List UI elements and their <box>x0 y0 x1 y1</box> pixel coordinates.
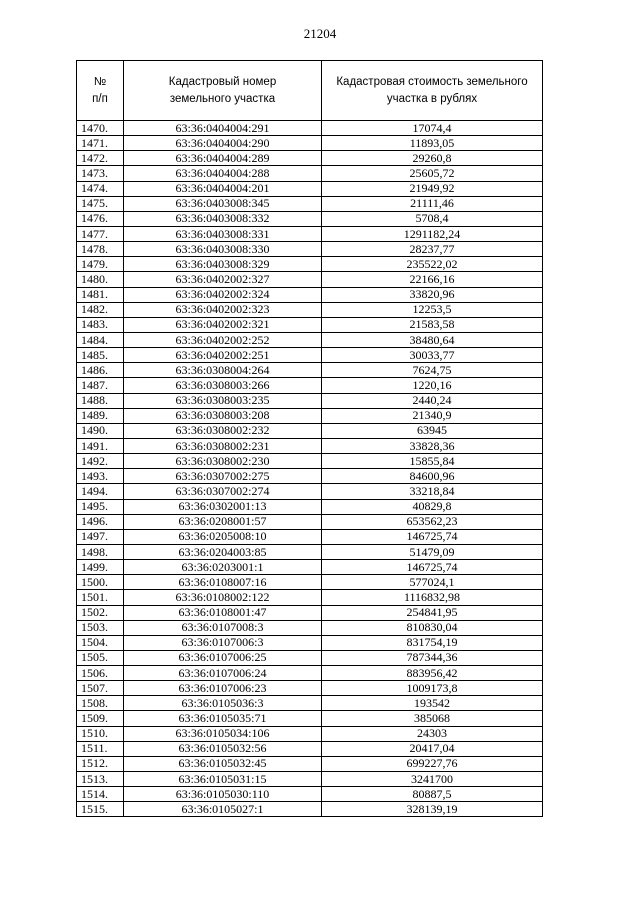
cadastral-value-cell: 33828,36 <box>322 438 543 453</box>
cadastral-value-cell: 40829,8 <box>322 499 543 514</box>
table-row <box>77 136 543 151</box>
cadastral-number-cell: 63:36:0308003:266 <box>124 378 322 393</box>
table-row <box>77 302 543 317</box>
row-number-cell: 1512. <box>77 756 124 771</box>
table-row <box>77 317 543 332</box>
row-number-cell: 1514. <box>77 787 124 802</box>
table-row <box>77 469 543 484</box>
cadastral-number-cell: 63:36:0105036:3 <box>124 696 322 711</box>
row-number-cell: 1507. <box>77 681 124 696</box>
table-row <box>77 635 543 650</box>
cadastral-value-cell: 883956,42 <box>322 666 543 681</box>
cadastral-value-cell: 22166,16 <box>322 272 543 287</box>
cadastral-number-cell: 63:36:0403008:330 <box>124 242 322 257</box>
table-row <box>77 650 543 665</box>
table-row <box>77 726 543 741</box>
cadastral-value-cell: 328139,19 <box>322 802 543 817</box>
row-number-cell: 1471. <box>77 136 124 151</box>
row-number-cell: 1478. <box>77 242 124 257</box>
row-number-cell: 1487. <box>77 378 124 393</box>
table-row <box>77 226 543 241</box>
cadastral-number-cell: 63:36:0404004:291 <box>124 121 322 136</box>
row-number-cell: 1486. <box>77 363 124 378</box>
cadastral-number-cell: 63:36:0105031:15 <box>124 772 322 787</box>
table-row <box>77 499 543 514</box>
cadastral-number-cell: 63:36:0403008:331 <box>124 226 322 241</box>
table-row <box>77 211 543 226</box>
cadastral-number-cell: 63:36:0105035:71 <box>124 711 322 726</box>
cadastral-number-cell: 63:36:0107006:24 <box>124 666 322 681</box>
cadastral-value-cell: 235522,02 <box>322 257 543 272</box>
cadastral-value-cell: 25605,72 <box>322 166 543 181</box>
cadastral-number-cell: 63:36:0302001:13 <box>124 499 322 514</box>
cadastral-value-cell: 1009173,8 <box>322 681 543 696</box>
table-row <box>77 741 543 756</box>
table-row <box>77 454 543 469</box>
row-number-cell: 1479. <box>77 257 124 272</box>
cadastral-value-cell: 5708,4 <box>322 211 543 226</box>
cadastral-value-cell: 17074,4 <box>322 121 543 136</box>
cadastral-value-cell: 21949,92 <box>322 181 543 196</box>
cadastral-number-cell: 63:36:0403008:345 <box>124 196 322 211</box>
table-row <box>77 166 543 181</box>
cadastral-value-cell: 810830,04 <box>322 620 543 635</box>
cadastral-value-cell: 12253,5 <box>322 302 543 317</box>
table-row <box>77 560 543 575</box>
cadastral-number-cell: 63:36:0308003:235 <box>124 393 322 408</box>
cadastral-number-cell: 63:36:0108001:47 <box>124 605 322 620</box>
table-row <box>77 121 543 136</box>
table-row <box>77 575 543 590</box>
cadastral-value-cell: 831754,19 <box>322 635 543 650</box>
row-number-cell: 1502. <box>77 605 124 620</box>
cadastral-value-cell: 84600,96 <box>322 469 543 484</box>
cadastral-number-cell: 63:36:0404004:290 <box>124 136 322 151</box>
row-number-cell: 1475. <box>77 196 124 211</box>
cadastral-value-cell: 385068 <box>322 711 543 726</box>
cadastral-value-cell: 7624,75 <box>322 363 543 378</box>
cadastral-value-cell: 577024,1 <box>322 575 543 590</box>
table-row <box>77 348 543 363</box>
table-row <box>77 529 543 544</box>
cadastral-number-cell: 63:36:0205008:10 <box>124 529 322 544</box>
table-row <box>77 332 543 347</box>
cadastral-value-cell: 28237,77 <box>322 242 543 257</box>
cadastral-value-cell: 33218,84 <box>322 484 543 499</box>
header-row-number-label: № п/п <box>92 75 108 105</box>
table-row <box>77 287 543 302</box>
table-row <box>77 605 543 620</box>
table-row <box>77 590 543 605</box>
row-number-cell: 1491. <box>77 438 124 453</box>
header-row-number <box>77 61 124 121</box>
cadastral-value-cell: 21340,9 <box>322 408 543 423</box>
cadastral-number-cell: 63:36:0307002:274 <box>124 484 322 499</box>
cadastral-value-cell: 653562,23 <box>322 514 543 529</box>
cadastral-value-cell: 21583,58 <box>322 317 543 332</box>
row-number-cell: 1474. <box>77 181 124 196</box>
row-number-cell: 1497. <box>77 529 124 544</box>
row-number-cell: 1513. <box>77 772 124 787</box>
row-number-cell: 1482. <box>77 302 124 317</box>
cadastral-number-cell: 63:36:0402002:327 <box>124 272 322 287</box>
cadastral-number-cell: 63:36:0108007:16 <box>124 575 322 590</box>
cadastral-value-cell: 15855,84 <box>322 454 543 469</box>
row-number-cell: 1510. <box>77 726 124 741</box>
table-row <box>77 151 543 166</box>
cadastral-number-cell: 63:36:0204003:85 <box>124 544 322 559</box>
cadastral-number-cell: 63:36:0105034:106 <box>124 726 322 741</box>
header-cadastral-number-label: Кадастровый номер земельного участка <box>168 75 277 105</box>
cadastral-value-cell: 1220,16 <box>322 378 543 393</box>
cadastral-value-cell: 80887,5 <box>322 787 543 802</box>
row-number-cell: 1473. <box>77 166 124 181</box>
row-number-cell: 1493. <box>77 469 124 484</box>
table-row <box>77 196 543 211</box>
header-cadastral-number <box>124 61 322 121</box>
row-number-cell: 1470. <box>77 121 124 136</box>
row-number-cell: 1515. <box>77 802 124 817</box>
cadastral-number-cell: 63:36:0307002:275 <box>124 469 322 484</box>
cadastral-value-cell: 1291182,24 <box>322 226 543 241</box>
cadastral-value-cell: 33820,96 <box>322 287 543 302</box>
row-number-cell: 1488. <box>77 393 124 408</box>
row-number-cell: 1485. <box>77 348 124 363</box>
cadastral-number-cell: 63:36:0107006:3 <box>124 635 322 650</box>
cadastral-value-cell: 11893,05 <box>322 136 543 151</box>
header-cadastral-value-label: Кадастровая стоимость земельного участка в рублях <box>336 75 528 105</box>
cadastral-number-cell: 63:36:0308004:264 <box>124 363 322 378</box>
cadastral-number-cell: 63:36:0107006:23 <box>124 681 322 696</box>
cadastral-value-cell: 254841,95 <box>322 605 543 620</box>
table-row <box>77 378 543 393</box>
row-number-cell: 1499. <box>77 560 124 575</box>
row-number-cell: 1509. <box>77 711 124 726</box>
cadastral-value-cell: 24303 <box>322 726 543 741</box>
table-row <box>77 257 543 272</box>
row-number-cell: 1504. <box>77 635 124 650</box>
row-number-cell: 1480. <box>77 272 124 287</box>
row-number-cell: 1505. <box>77 650 124 665</box>
cadastral-number-cell: 63:36:0402002:321 <box>124 317 322 332</box>
table-row <box>77 772 543 787</box>
cadastral-value-cell: 30033,77 <box>322 348 543 363</box>
table-row <box>77 363 543 378</box>
cadastral-value-cell: 51479,09 <box>322 544 543 559</box>
cadastral-value-cell: 21111,46 <box>322 196 543 211</box>
row-number-cell: 1492. <box>77 454 124 469</box>
cadastral-value-cell: 2440,24 <box>322 393 543 408</box>
row-number-cell: 1484. <box>77 332 124 347</box>
cadastral-value-cell: 3241700 <box>322 772 543 787</box>
cadastral-number-cell: 63:36:0105032:56 <box>124 741 322 756</box>
table-row <box>77 802 543 817</box>
table-row <box>77 181 543 196</box>
cadastral-value-cell: 20417,04 <box>322 741 543 756</box>
table-body <box>77 121 543 817</box>
table-row <box>77 787 543 802</box>
cadastral-number-cell: 63:36:0404004:201 <box>124 181 322 196</box>
cadastral-number-cell: 63:36:0402002:323 <box>124 302 322 317</box>
row-number-cell: 1494. <box>77 484 124 499</box>
table-row <box>77 484 543 499</box>
table-row <box>77 756 543 771</box>
cadastral-number-cell: 63:36:0203001:1 <box>124 560 322 575</box>
cadastral-number-cell: 63:36:0107008:3 <box>124 620 322 635</box>
table-row <box>77 544 543 559</box>
table-row <box>77 696 543 711</box>
row-number-cell: 1503. <box>77 620 124 635</box>
cadastral-number-cell: 63:36:0404004:289 <box>124 151 322 166</box>
table-row <box>77 272 543 287</box>
cadastral-number-cell: 63:36:0107006:25 <box>124 650 322 665</box>
cadastral-value-cell: 699227,76 <box>322 756 543 771</box>
table-row <box>77 666 543 681</box>
cadastral-number-cell: 63:36:0308002:231 <box>124 438 322 453</box>
page-number: 21204 <box>303 26 337 41</box>
table-row <box>77 423 543 438</box>
cadastral-number-cell: 63:36:0403008:332 <box>124 211 322 226</box>
cadastral-number-cell: 63:36:0308002:232 <box>124 423 322 438</box>
cadastral-number-cell: 63:36:0208001:57 <box>124 514 322 529</box>
cadastral-value-cell: 63945 <box>322 423 543 438</box>
cadastral-number-cell: 63:36:0403008:329 <box>124 257 322 272</box>
table-header-row <box>77 61 543 121</box>
cadastral-number-cell: 63:36:0108002:122 <box>124 590 322 605</box>
table-row <box>77 681 543 696</box>
row-number-cell: 1508. <box>77 696 124 711</box>
cadastral-number-cell: 63:36:0404004:288 <box>124 166 322 181</box>
row-number-cell: 1511. <box>77 741 124 756</box>
cadastral-value-cell: 787344,36 <box>322 650 543 665</box>
row-number-cell: 1490. <box>77 423 124 438</box>
cadastral-number-cell: 63:36:0402002:324 <box>124 287 322 302</box>
cadastral-number-cell: 63:36:0402002:252 <box>124 332 322 347</box>
cadastral-value-cell: 1116832,98 <box>322 590 543 605</box>
row-number-cell: 1476. <box>77 211 124 226</box>
cadastral-number-cell: 63:36:0308003:208 <box>124 408 322 423</box>
row-number-cell: 1500. <box>77 575 124 590</box>
cadastral-value-cell: 38480,64 <box>322 332 543 347</box>
cadastral-number-cell: 63:36:0402002:251 <box>124 348 322 363</box>
row-number-cell: 1501. <box>77 590 124 605</box>
table-row <box>77 242 543 257</box>
row-number-cell: 1495. <box>77 499 124 514</box>
header-cadastral-value <box>322 61 543 121</box>
table-row <box>77 408 543 423</box>
row-number-cell: 1481. <box>77 287 124 302</box>
row-number-cell: 1477. <box>77 226 124 241</box>
row-number-cell: 1489. <box>77 408 124 423</box>
row-number-cell: 1506. <box>77 666 124 681</box>
cadastral-value-cell: 146725,74 <box>322 560 543 575</box>
table-row <box>77 514 543 529</box>
cadastral-value-cell: 193542 <box>322 696 543 711</box>
table-row <box>77 438 543 453</box>
cadastral-value-table <box>76 60 543 817</box>
cadastral-number-cell: 63:36:0105032:45 <box>124 756 322 771</box>
row-number-cell: 1472. <box>77 151 124 166</box>
table-row <box>77 711 543 726</box>
cadastral-number-cell: 63:36:0308002:230 <box>124 454 322 469</box>
table-row <box>77 620 543 635</box>
row-number-cell: 1496. <box>77 514 124 529</box>
table-row <box>77 393 543 408</box>
row-number-cell: 1498. <box>77 544 124 559</box>
cadastral-value-cell: 29260,8 <box>322 151 543 166</box>
cadastral-value-cell: 146725,74 <box>322 529 543 544</box>
row-number-cell: 1483. <box>77 317 124 332</box>
cadastral-number-cell: 63:36:0105027:1 <box>124 802 322 817</box>
cadastral-number-cell: 63:36:0105030:110 <box>124 787 322 802</box>
